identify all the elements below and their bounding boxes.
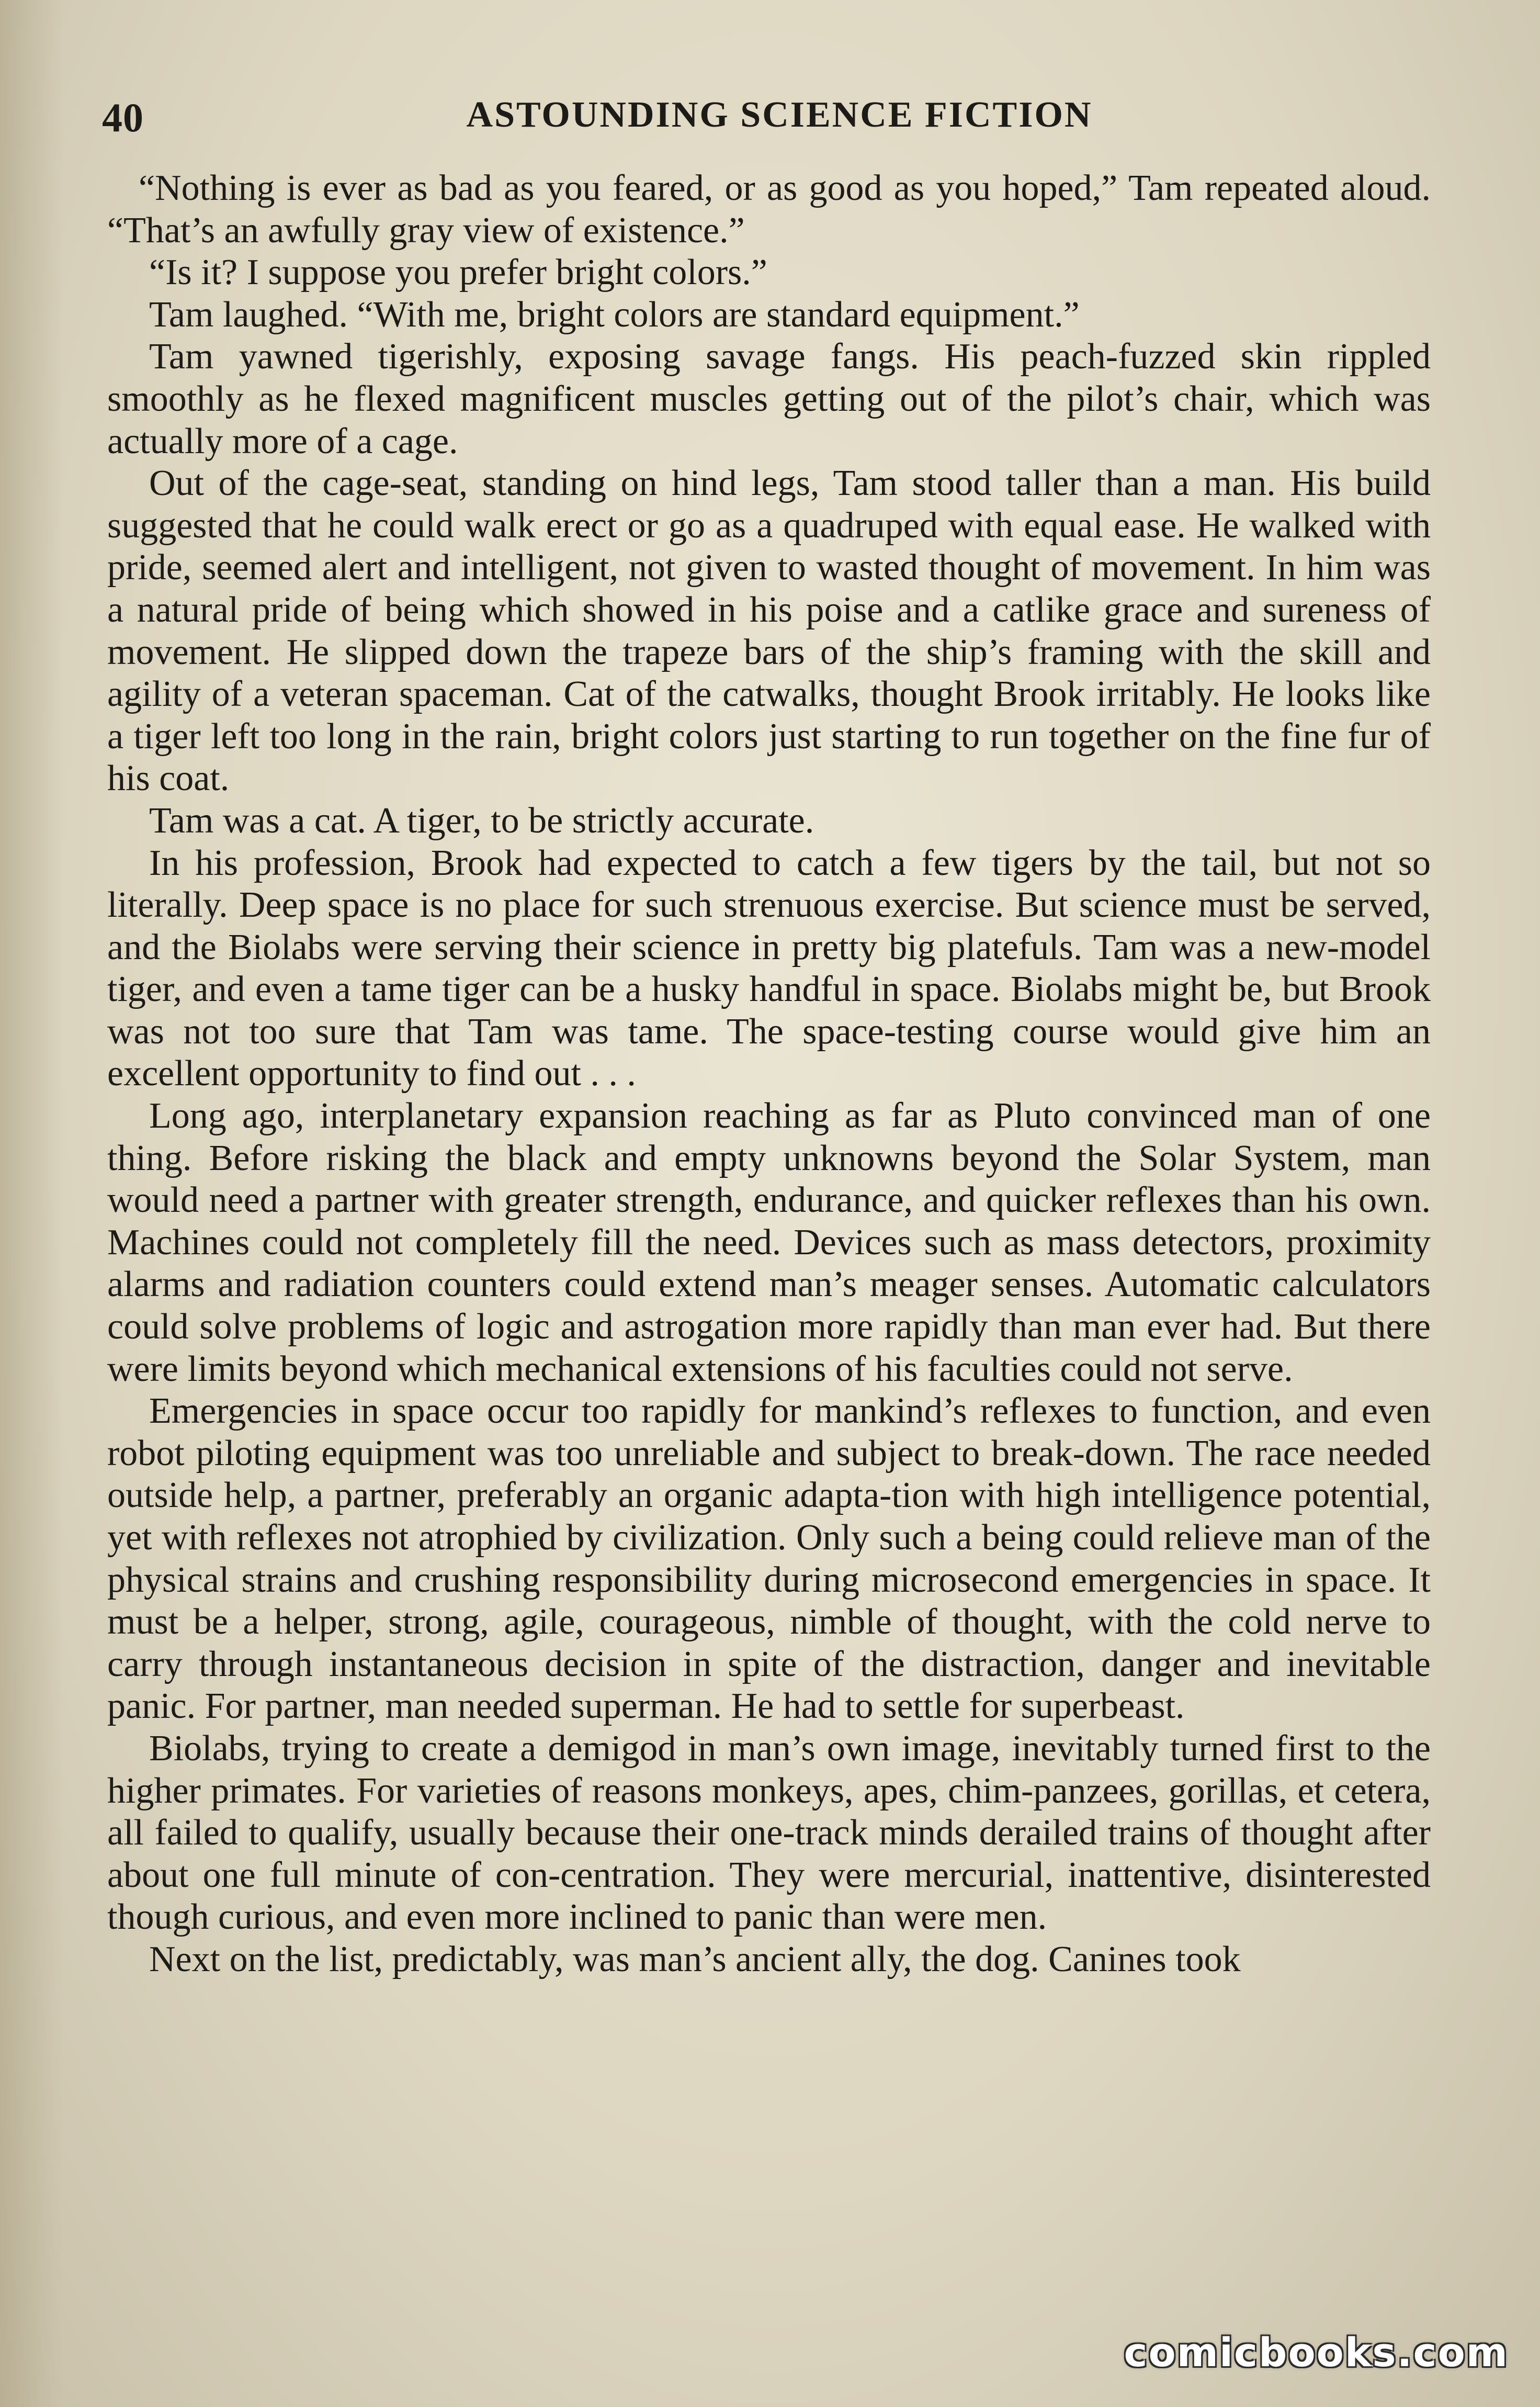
paragraph: Long ago, interplanetary expansion reaching as far as Pluto convinced man of one thing. Before risking the black and empty unknowns beyond the Solar System, man would need a partner with greater strength, endurance, and quicker reflexes than his own. Machines could not completely fill the need. Devices such as mass detectors, proximity alarms and radiation counters could extend man’s meager senses. Automatic calculators could solve problems of logic and astrogation more rapidly than man ever had. But there were limits beyond which mechanical extensions of his faculties could not serve.	[107, 1096, 1431, 1389]
paragraph: In his profession, Brook had expected to catch a few tigers by the tail, but not so literally. Deep space is no place for such strenuous exercise. But science must be served, and the Biolabs were serving their science in pretty big platefuls. Tam was a new-model tiger, and even a tame tiger can be a husky handful in space. Biolabs might be, but Brook was not too sure that Tam was tame. The space-testing course would give him an excellent opportunity to find out . . .	[107, 842, 1431, 1094]
paragraph: Biolabs, trying to create a demigod in man’s own image, inevitably turned first to the higher primates. For varieties of reasons monkeys, apes, chim-panzees, gorillas, et cetera, all failed to qualify, usually because their one-track minds derailed trains of thought after about one full minute of con-centration. They were mercurial, inattentive, disinterested though curious, and even more inclined to panic than were men.	[107, 1728, 1431, 1938]
paragraph: Tam yawned tigerishly, exposing savage fangs. His peach-fuzzed skin rippled smoothly as he flexed magnificent muscles getting out of the pilot’s chair, which was actually more of a cage.	[107, 336, 1431, 462]
paragraph: Out of the cage-seat, standing on hind legs, Tam stood taller than a man. His build suggested that he could walk erect or go as a quadruped with equal ease. He walked with pride, seemed alert and intelligent, not given to wasted thought of movement. In him was a natural pride of being which showed in his poise and a catlike grace and sureness of movement. He slipped down the trapeze bars of the ship’s framing with the skill and agility of a veteran spaceman. Cat of the catwalks, thought Brook irritably. He looks like a tiger left too long in the rain, bright colors just starting to run together on the fine fur of his coat.	[107, 463, 1431, 799]
paragraph: Tam was a cat. A tiger, to be strictly accurate.	[149, 800, 814, 841]
running-head: ASTOUNDING SCIENCE FICTION	[466, 95, 1093, 135]
paragraph: “Is it? I suppose you prefer bright colors.”	[149, 252, 767, 293]
paragraph: Tam laughed. “With me, bright colors are standard equipment.”	[149, 294, 1080, 335]
paragraph: Next on the list, predictably, was man’s ancient ally, the dog. Canines took	[149, 1939, 1241, 1979]
body-text	[107, 167, 1431, 1981]
paragraph: “Nothing is ever as bad as you feared, or as good as you hoped,” Tam repeated aloud. “That’s an awfully gray view of existence.”	[107, 168, 1431, 251]
page-gutter-shadow	[0, 0, 63, 2407]
page-number: 40	[102, 95, 144, 140]
page-header	[102, 94, 1457, 147]
paragraph: Emergencies in space occur too rapidly for mankind’s reflexes to function, and even robot piloting equipment was too unreliable and subject to break-down. The race needed outside help, a partner, preferably an organic adapta-tion with high intelligence potential, yet with reflexes not atrophied by civilization. Only such a being could relieve man of the physical strains and crushing responsibility during microsecond emergencies in space. It must be a helper, strong, agile, courageous, nimble of thought, with the cold nerve to carry through instantaneous decision in spite of the distraction, danger and inevitable panic. For partner, man needed superman. He had to settle for superbeast.	[107, 1391, 1431, 1727]
watermark: comicbooks.com	[1124, 2329, 1509, 2376]
